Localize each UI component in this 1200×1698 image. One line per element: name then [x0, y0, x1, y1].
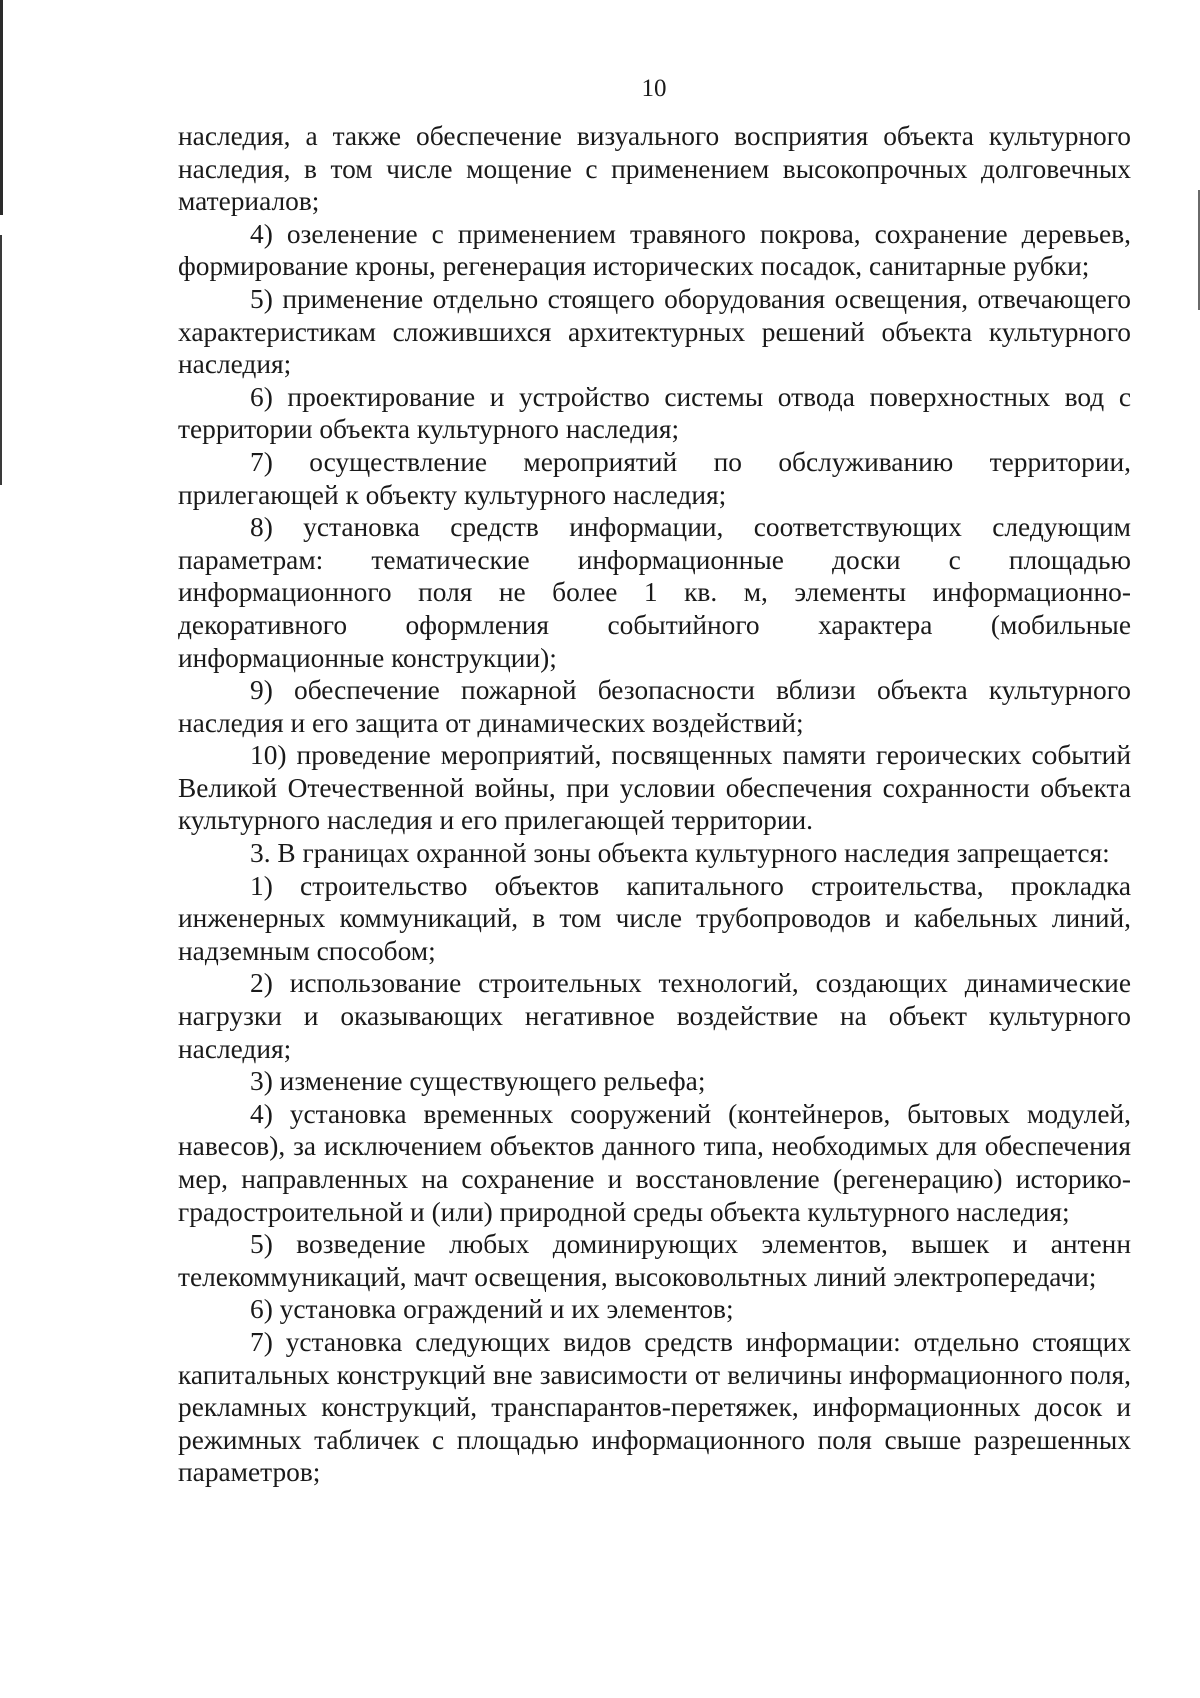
list-item-paragraph: 7) осуществление мероприятий по обслуживанию территории, прилегающей к объекту культурного наследия;: [178, 446, 1131, 510]
section-heading-paragraph: 3. В границах охранной зоны объекта культурного наследия запрещается:: [250, 838, 1110, 869]
list-item-paragraph: 6) проектирование и устройство системы отвода поверхностных вод с территории объекта культурного наследия;: [178, 381, 1131, 445]
list-item-paragraph: 10) проведение мероприятий, посвященных памяти героических событий Великой Отечественной войны, при условии обеспечения сохранности объекта культурного наследия и его прилегающей территории.: [178, 740, 1131, 836]
list-item-paragraph: 3) изменение существующего рельефа;: [250, 1066, 706, 1097]
list-item-paragraph: 9) обеспечение пожарной безопасности вблизи объекта культурного наследия и его защита от динамических воздействий;: [178, 675, 1131, 738]
scan-edge-mark: [0, 235, 2, 485]
list-item-paragraph: 4) установка временных сооружений (контейнеров, бытовых модулей, навесов), за исключением объектов данного типа, необходимых для обеспечения мер, направленных на сохранение и восстановление (регенерацию) историко-градостроительной и (или) природной среды объекта культурного наследия;: [178, 1098, 1131, 1227]
list-item-paragraph: 7) установка следующих видов средств информации: отдельно стоящих капитальных конструкций вне зависимости от величины информационного поля, рекламных конструкций, транспарантов-перетяжек, информационных досок и режимных табличек с площадью информационного поля свыше разрешенных параметров;: [178, 1326, 1131, 1488]
list-item-paragraph: 8) установка средств информации, соответствующих следующим параметрам: тематические информационные доски с площадью информационного поля не более 1 кв. м, элементы информационно-декоративного оформления событийного характера (мобильные информационные конструкции);: [178, 512, 1131, 673]
document-body: [178, 120, 1131, 1489]
paragraph: наследия, а также обеспечение визуального восприятия объекта культурного наследия, в том числе мощение с применением высокопрочных долговечных материалов;: [178, 121, 1131, 217]
page-number: 10: [641, 75, 667, 102]
list-item-paragraph: 6) установка ограждений и их элементов;: [250, 1294, 734, 1325]
list-item-paragraph: 5) возведение любых доминирующих элементов, вышек и антенн телекоммуникаций, мачт освещения, высоковольтных линий электропередачи;: [178, 1229, 1131, 1292]
list-item-paragraph: 2) использование строительных технологий, создающих динамические нагрузки и оказывающих негативное воздействие на объект культурного наследия;: [178, 968, 1131, 1064]
list-item-paragraph: 1) строительство объектов капитального строительства, прокладка инженерных коммуникаций, в том числе трубопроводов и кабельных линий, надземным способом;: [178, 870, 1131, 966]
list-item-paragraph: 4) озеленение с применением травяного покрова, сохранение деревьев, формирование кроны, регенерация исторических посадок, санитарные рубки;: [178, 218, 1131, 282]
scan-edge-mark: [0, 0, 3, 215]
list-item-paragraph: 5) применение отдельно стоящего оборудования освещения, отвечающего характеристикам сложившихся архитектурных решений объекта культурного наследия;: [178, 283, 1131, 380]
